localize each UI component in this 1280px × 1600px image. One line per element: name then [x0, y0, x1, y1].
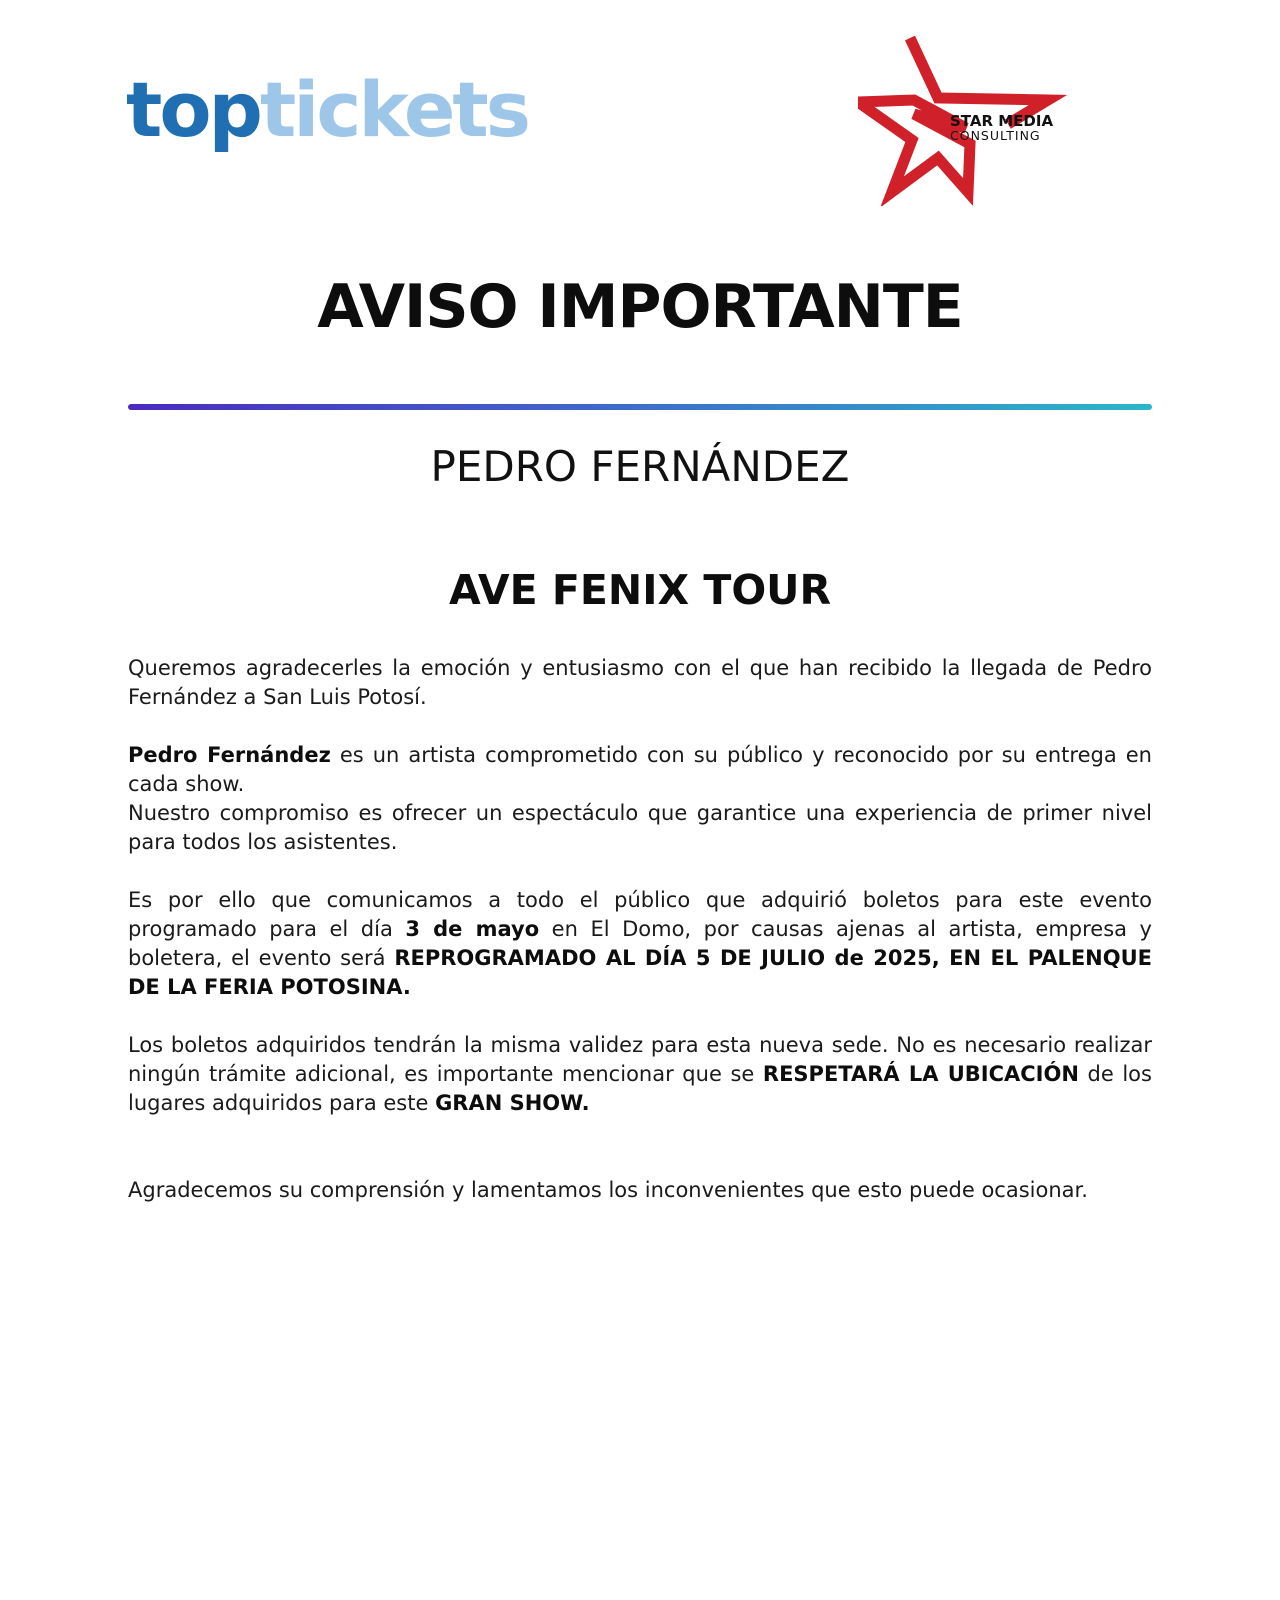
logo-text-tickets: tickets [259, 65, 528, 154]
paragraph-tickets [128, 1031, 1152, 1118]
original-date-bold: 3 de mayo [405, 917, 540, 941]
notice-body [128, 654, 1152, 1205]
location-respected-bold: RESPETARÁ LA UBICACIÓN [762, 1062, 1079, 1086]
paragraph-reschedule [128, 886, 1152, 1002]
paragraph-tickets-text-2: de los lugares adquiridos para este [128, 1062, 1152, 1115]
page-title: AVISO IMPORTANTE [317, 272, 963, 342]
logo-text-top: top [126, 65, 260, 154]
paragraph-tickets-text-1: Los boletos adquiridos tendrán la misma validez para esta nueva sede. No es necesario realizar ningún trámite adicional, es importante mencionar que se [128, 1033, 1152, 1086]
logo-consulting-text: CONSULTING [950, 128, 1041, 143]
toptickets-logo [126, 65, 528, 154]
gran-show-bold: GRAN SHOW. [435, 1091, 590, 1115]
paragraph-artist-text: es un artista comprometido con su público y reconocido por su entrega en cada show. [128, 743, 1152, 796]
artist-name: PEDRO FERNÁNDEZ [430, 442, 850, 491]
star-icon [858, 36, 1088, 206]
star-media-consulting-logo [858, 36, 1088, 206]
paragraph-commitment: Nuestro compromiso es ofrecer un espectáculo que garantice una experiencia de primer nivel para todos los asistentes. [128, 801, 1152, 854]
paragraph-reschedule-text-1: Es por ello que comunicamos a todo el público que adquirió boletos para este evento programado para el día [128, 888, 1152, 941]
paragraph-artist [128, 741, 1152, 799]
logo-star-media-text: STAR MEDIA [950, 112, 1054, 130]
gradient-divider [128, 404, 1152, 410]
new-date-bold: REPROGRAMADO AL DÍA 5 DE JULIO de 2025, EN EL PALENQUE DE LA FERIA POTOSINA. [128, 946, 1152, 999]
tour-name: AVE FENIX TOUR [448, 566, 832, 614]
artist-name-bold: Pedro Fernández [128, 743, 331, 767]
paragraph-reschedule-text-2: en El Domo, por causas ajenas al artista, empresa y boletera, el evento será [128, 917, 1152, 970]
paragraph-apology: Agradecemos su comprensión y lamentamos los inconvenientes que esto puede ocasionar. [128, 1178, 1088, 1202]
header [0, 0, 1280, 230]
paragraph-thanks: Queremos agradecerles la emoción y entusiasmo con el que han recibido la llegada de Pedro Fernández a San Luis Potosí. [128, 656, 1152, 709]
